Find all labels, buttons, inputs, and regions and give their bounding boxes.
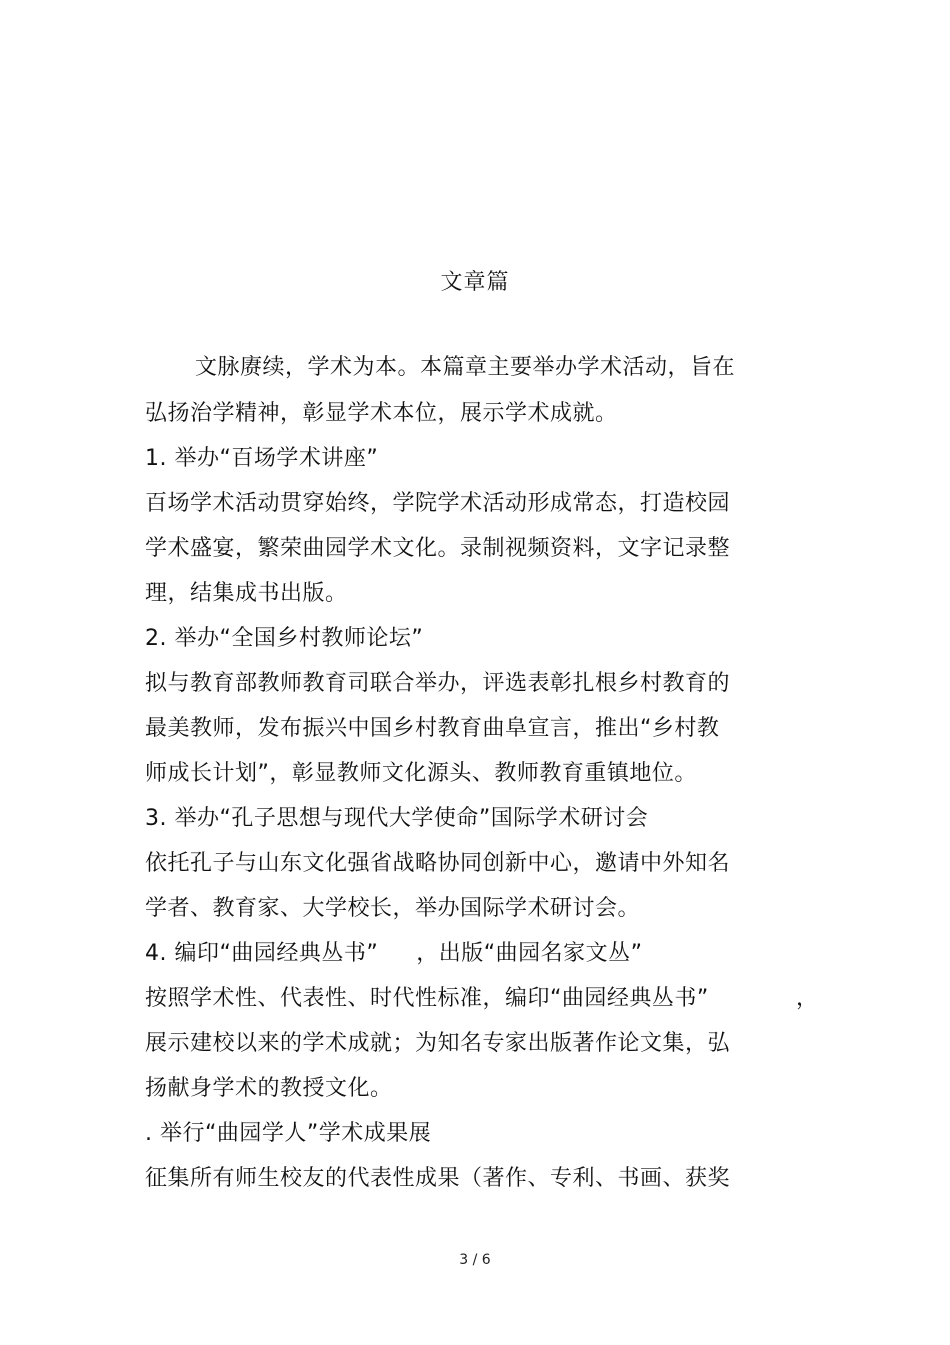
section-1-line-1: 百场学术活动贯穿始终，学院学术活动形成常态，打造校园 [145, 491, 731, 516]
section-4-line-3: 扬献身学术的教授文化。 [145, 1076, 393, 1101]
section-heading-4 [145, 939, 643, 969]
section-3-line-2: 学者、教育家、大学校长，举办国际学术研讨会。 [145, 896, 641, 921]
section-5-line-1: 征集所有师生校友的代表性成果（著作、专利、书画、获奖 [145, 1166, 731, 1191]
section-4-line-1: 按照学术性、代表性、时代性标准，编印“曲园经典丛书” [145, 986, 709, 1011]
section-4-trailing-comma: ， [796, 986, 819, 1011]
intro-line-1: 文脉赓续，学术为本。本篇章主要举办学术活动，旨在 [195, 355, 736, 380]
section-1-line-3: 理，结集成书出版。 [145, 581, 348, 606]
section-2-line-2: 最美教师，发布振兴中国乡村教育曲阜宣言，推出“乡村教 [145, 716, 720, 741]
section-heading-4-part-1: 4. 编印“曲园经典丛书” [145, 941, 379, 966]
section-1-line-2: 学术盛宴，繁荣曲园学术文化。录制视频资料，文字记录整 [145, 536, 731, 561]
section-2-line-3: 师成长计划”，彰显教师文化源头、教师教育重镇地位。 [145, 761, 697, 786]
page-number: 3 / 6 [459, 1252, 491, 1268]
section-heading-1: 1. 举办“百场学术讲座” [145, 446, 379, 471]
section-heading-3: 3. 举办“孔子思想与现代大学使命”国际学术研讨会 [145, 806, 649, 831]
intro-line-2: 弘扬治学精神，彰显学术本位，展示学术成就。 [145, 401, 618, 426]
section-3-line-1: 依托孔子与山东文化强省战略协同创新中心，邀请中外知名 [145, 851, 731, 876]
section-heading-5: . 举行“曲园学人”学术成果展 [145, 1121, 432, 1146]
section-2-line-1: 拟与教育部教师教育司联合举办，评选表彰扎根乡村教育的 [145, 671, 731, 696]
section-heading-4-part-2: ，出版“曲园名家文丛” [416, 941, 643, 966]
section-heading-2: 2. 举办“全国乡村教师论坛” [145, 626, 424, 651]
page-title: 文章篇 [440, 270, 510, 295]
section-4-line-2: 展示建校以来的学术成就；为知名专家出版著作论文集，弘 [145, 1031, 731, 1056]
